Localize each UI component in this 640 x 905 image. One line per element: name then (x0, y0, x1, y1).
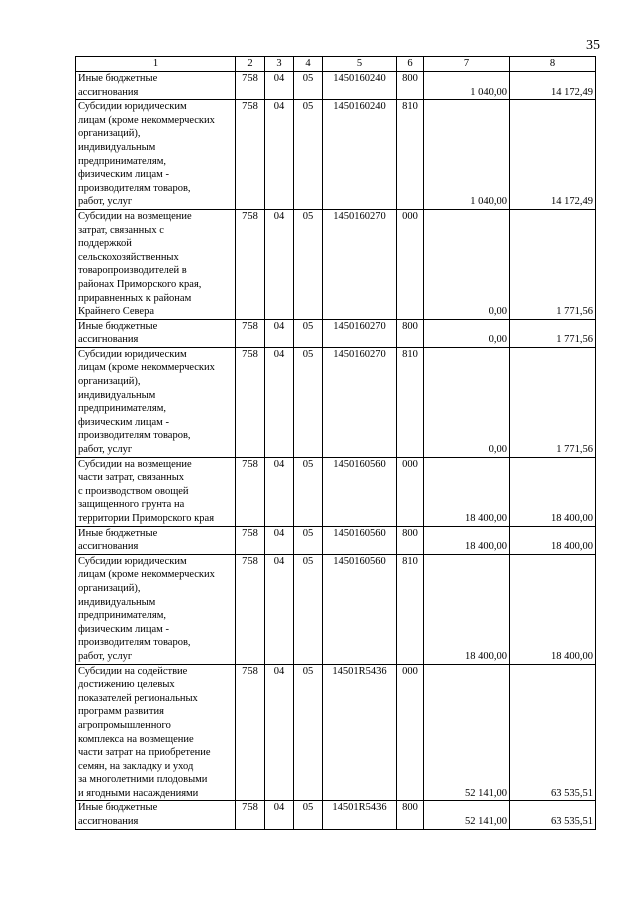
row-amount-col7: 0,00 (424, 319, 510, 347)
row-amount-col7: 18 400,00 (424, 554, 510, 664)
row-glava: 758 (236, 664, 265, 801)
row-glava: 758 (236, 457, 265, 526)
row-amount-col7: 0,00 (424, 209, 510, 319)
row-amount-col8: 18 400,00 (510, 554, 596, 664)
row-name: Иные бюджетные ассигнования (76, 526, 236, 554)
row-expense-type: 810 (397, 100, 424, 210)
row-amount-col7: 0,00 (424, 347, 510, 457)
row-amount-col8: 63 535,51 (510, 801, 596, 829)
table-header-row (76, 57, 596, 72)
row-amount-col8: 18 400,00 (510, 457, 596, 526)
column-number-7: 7 (424, 57, 510, 72)
table-row (76, 664, 596, 801)
row-target-article: 1450160240 (323, 72, 397, 100)
table-row (76, 319, 596, 347)
row-name: Субсидии юридическим лицам (кроме некоммерческих организаций), индивидуальным предпринимателям, физическим лицам - производителям товаров, работ, услуг (76, 100, 236, 210)
row-razdel: 04 (265, 457, 294, 526)
row-glava: 758 (236, 801, 265, 829)
row-podrazdel: 05 (294, 664, 323, 801)
table-row (76, 554, 596, 664)
row-amount-col8: 14 172,49 (510, 72, 596, 100)
table-row (76, 209, 596, 319)
column-number-5: 5 (323, 57, 397, 72)
row-expense-type: 800 (397, 801, 424, 829)
row-expense-type: 810 (397, 347, 424, 457)
row-name: Субсидии на содействие достижению целевых показателей региональных программ развития агропромышленного комплекса на возмещение части затрат на приобретение семян, на закладку и уход за многолетними плодовыми и ягодными насаждениями (76, 664, 236, 801)
row-glava: 758 (236, 554, 265, 664)
table-row (76, 100, 596, 210)
row-target-article: 1450160270 (323, 209, 397, 319)
column-number-6: 6 (397, 57, 424, 72)
row-amount-col7: 1 040,00 (424, 72, 510, 100)
row-razdel: 04 (265, 209, 294, 319)
column-number-1: 1 (76, 57, 236, 72)
row-podrazdel: 05 (294, 319, 323, 347)
table-row (76, 457, 596, 526)
row-podrazdel: 05 (294, 526, 323, 554)
row-razdel: 04 (265, 526, 294, 554)
row-expense-type: 800 (397, 72, 424, 100)
row-razdel: 04 (265, 72, 294, 100)
row-podrazdel: 05 (294, 347, 323, 457)
page-number: 35 (586, 38, 600, 53)
row-name: Субсидии на возмещение части затрат, связанных с производством овощей защищенного грунта на территории Приморского края (76, 457, 236, 526)
row-amount-col8: 1 771,56 (510, 319, 596, 347)
row-podrazdel: 05 (294, 100, 323, 210)
row-podrazdel: 05 (294, 554, 323, 664)
row-razdel: 04 (265, 664, 294, 801)
row-name: Субсидии юридическим лицам (кроме некоммерческих организаций), индивидуальным предпринимателям, физическим лицам - производителям товаров, работ, услуг (76, 554, 236, 664)
row-amount-col8: 18 400,00 (510, 526, 596, 554)
row-target-article: 1450160270 (323, 319, 397, 347)
row-name: Субсидии юридическим лицам (кроме некоммерческих организаций), индивидуальным предпринимателям, физическим лицам - производителям товаров, работ, услуг (76, 347, 236, 457)
row-name: Иные бюджетные ассигнования (76, 801, 236, 829)
row-name: Иные бюджетные ассигнования (76, 319, 236, 347)
row-amount-col7: 1 040,00 (424, 100, 510, 210)
row-target-article: 1450160560 (323, 526, 397, 554)
row-podrazdel: 05 (294, 801, 323, 829)
row-amount-col8: 14 172,49 (510, 100, 596, 210)
row-razdel: 04 (265, 801, 294, 829)
row-target-article: 1450160270 (323, 347, 397, 457)
row-glava: 758 (236, 209, 265, 319)
row-glava: 758 (236, 72, 265, 100)
row-target-article: 14501R5436 (323, 801, 397, 829)
row-podrazdel: 05 (294, 457, 323, 526)
row-expense-type: 810 (397, 554, 424, 664)
column-number-4: 4 (294, 57, 323, 72)
row-glava: 758 (236, 319, 265, 347)
row-razdel: 04 (265, 347, 294, 457)
row-glava: 758 (236, 526, 265, 554)
row-expense-type: 000 (397, 664, 424, 801)
row-podrazdel: 05 (294, 72, 323, 100)
budget-table (75, 56, 596, 830)
row-amount-col7: 18 400,00 (424, 526, 510, 554)
row-glava: 758 (236, 347, 265, 457)
row-amount-col7: 52 141,00 (424, 801, 510, 829)
column-number-2: 2 (236, 57, 265, 72)
row-razdel: 04 (265, 554, 294, 664)
column-number-3: 3 (265, 57, 294, 72)
row-podrazdel: 05 (294, 209, 323, 319)
row-glava: 758 (236, 100, 265, 210)
row-expense-type: 000 (397, 457, 424, 526)
row-target-article: 14501R5436 (323, 664, 397, 801)
table-row (76, 72, 596, 100)
row-amount-col7: 52 141,00 (424, 664, 510, 801)
row-amount-col8: 1 771,56 (510, 347, 596, 457)
table-row (76, 801, 596, 829)
row-amount-col7: 18 400,00 (424, 457, 510, 526)
row-expense-type: 800 (397, 526, 424, 554)
column-number-8: 8 (510, 57, 596, 72)
row-amount-col8: 1 771,56 (510, 209, 596, 319)
row-razdel: 04 (265, 319, 294, 347)
row-name: Субсидии на возмещение затрат, связанных с поддержкой сельскохозяйственных товаропроизводителей в районах Приморского края, приравненных к районам Крайнего Севера (76, 209, 236, 319)
row-razdel: 04 (265, 100, 294, 210)
row-target-article: 1450160560 (323, 554, 397, 664)
row-amount-col8: 63 535,51 (510, 664, 596, 801)
row-expense-type: 800 (397, 319, 424, 347)
row-target-article: 1450160560 (323, 457, 397, 526)
table-row (76, 526, 596, 554)
row-name: Иные бюджетные ассигнования (76, 72, 236, 100)
table-row (76, 347, 596, 457)
row-target-article: 1450160240 (323, 100, 397, 210)
row-expense-type: 000 (397, 209, 424, 319)
